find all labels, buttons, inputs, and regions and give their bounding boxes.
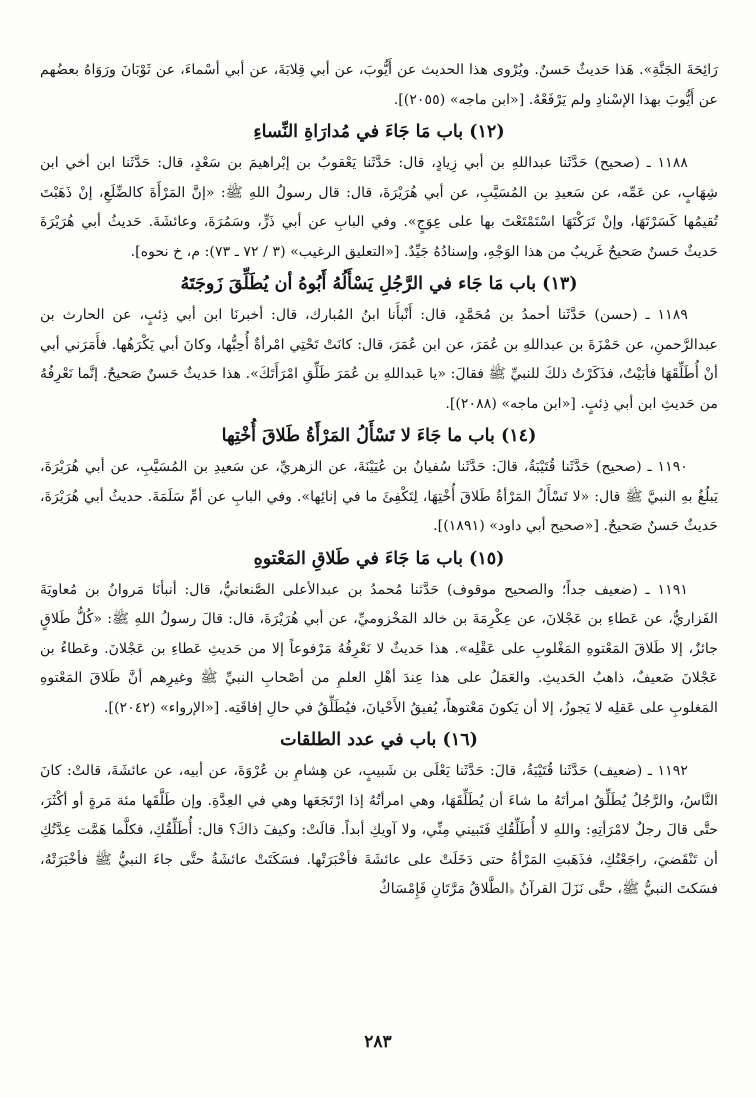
hadith-1189: ١١٨٩ ـ (حسن) حَدَّثَنا أحمدُ بن مُحَمَّدٍ، قال: أَنْبأَنا ابنُ المُبارك، قال: أخبرنَا ابن أبي ذِئبٍ، عن الحارث بن عبدالرَّحمنِ، عن حَمْزَةَ بن عبداللهِ بن عُمَرَ، عن ابن عُمَرَ، قال: كانَتْ تَحْتِي امْرأةٌ أُحِبُّها، وكانَ أبي يَكْرَهُها. فأَمَرَني أبي أنْ أُطَلِّقَهَا فأبَيْتُ، فذَكَرْتُ ذلكَ للنبيِّ ﷺ فقالَ: «يا عَبداللهِ بن عُمَرَ طَلِّقِ امْرَأَتَكَ». هذا حَديثٌ حَسنٌ صَحيحٌ. إنَّما نَعْرِفُهُ من حَديثِ ابن أبي ذِئبٍ. [«ابن ماجه» (٢٠٨٨)].: [40, 307, 718, 412]
hadith-1188: ١١٨٨ ـ (صحيح) حَدَّثَنا عبداللهِ بن أبي زِيادٍ، قال: حَدَّثَنا يَعْقوبُ بن إبْراهيمَ بن سَعْدٍ، قال: حَدَّثَنا ابن أخي ابن شِهَابٍ، عن عَمِّه، عن سَعيدِ بن المُسَيَّبِ، عن أبي هُرَيْرَةَ، قال: قال رسولُ اللهِ ﷺ: «إنَّ المَرْأَةَ كالضِّلَعِ، إنْ ذَهَبْتَ تُقيمُها كَسَرْتَهَا، وإنْ تَرَكْتَهَا اسْتَمْتَعْتَ بها على عِوَجٍ». وفي البابِ عن أبي ذَرٍّ، وسَمُرَةَ، وعائشَةَ. حَديثُ أبي هُرَيْرَةَ حَديثٌ حَسنٌ صَحيحٌ غَريبٌ من هذا الوَجْهِ، وإسنادُهُ جَيِّدٌ. [«التعليق الرغيب» (٣ / ٧٢ ـ ٧٣): م، خ نحوه].: [40, 155, 718, 260]
page-number: ٢٨٣: [364, 1032, 392, 1052]
hadith-1190: ١١٩٠ ـ (صحيح) حَدَّثَنا قُتَيْبَةُ، قالَ: حَدَّثَنا سُفيانُ بن عُيَيْنَةَ، عن الزهريِّ، عن سَعيدِ بن المُسَيَّبِ، عن أبي هُرَيْرَةَ، يَبلُغُ بهِ النبيَّ ﷺ قال: «لا تَسْأَلُ المَرْأةُ طَلاقَ أُخْتِهَا، لِتَكْفِئَ ما في إنائِها». وفي البابِ عن أمِّ سَلَمَةَ. حديثُ أبي هُرَيْرَةَ، حَديثٌ حَسنٌ صَحيحٌ. [«صحيح أبي داود» (١٨٩١)].: [40, 459, 718, 534]
hadith-1191: ١١٩١ ـ (ضعيف جداً؛ والصحيح موقوف) حَدَّثنا مُحمدُ بن عبدالأعلى الصَّنعانيُّ، قال: أنبأنَا مَروانُ بن مُعاويَةَ الفَزاريُّ، عن عَطاءِ بن عَجْلانَ، عن عِكْرِمَةَ بن خالد المَخْزوميِّ، عن أبي هُرَيْرَةَ، قال: قالَ رسولُ اللهِ ﷺ: «كُلُّ طَلاقٍ جائزٌ، إلا طَلاقَ المَعْتوهِ المَغْلوبِ على عَقْلِه». هذا حَديثٌ لا نَعْرِفُهُ مَرْفوعاً إلا من حَديثِ عَطاءِ بن عَجْلانَ. وعَطاءُ بن عَجْلانَ ضَعيفٌ، ذاهبُ الحَديثِ. والعَمَلُ على هذا عِندَ أهْلِ العلمِ من أصْحابِ النبيِّ ﷺ وغيرِهم أنَّ طَلاقَ المَعْتوهِ المَغلوبِ على عَقلِه لا يَجوزُ، إلا أن يَكونَ مَعْتوهاً، يُفيقُ الأَحْيانَ، فيُطَلِّقُ في حالِ إفاقَتِه. [«الإرواء» (٢٠٤٢)].: [40, 581, 718, 716]
chapter-heading-14: (١٤) باب ما جَاءَ لا تَسْأَلُ المَرْأَةُ طَلاقَ أُخْتِها: [221, 426, 537, 446]
chapter-heading-13: (١٣) باب مَا جَاء في الرَّجُلِ يَسْأَلُهُ أَبُوهُ أن يُطَلِّقَ زَوجَتَهُ: [180, 274, 578, 294]
hadith-1192: ١١٩٢ ـ (ضعيف) حَدَّثَنا قُتَيْبَةُ، قالَ: حَدَّثَنا يَعْلَى بن شَبيبٍ، عن هِشامِ بن عُرْوَةَ، عن أبيه، عن عائشَةَ، قالتْ: كانَ النَّاسُ، والرَّجُلُ يُطَلِّقُ امرأتَهُ ما شاءَ أن يُطَلِّقَهَا، وهي امرأتُهُ إذا ارْتَجَعَها وهي في العِدَّةِ. وإن طَلَّقَها مئة مَرةٍ أو أكْثَرَ، حتَّى قالَ رجلٌ لامْرَأتِهِ: واللهِ لا أُطَلِّقُكِ فَتَبيني مِنِّي، ولا آويكِ أبداً. قالَتْ: وكيفَ ذاكَ؟ قال: أُطَلِّقُكِ، فكلَّما هَمَّت عِدَّتُكِ أن تَنْقَضيَ، راجَعْتُكِ، فذَهَبتِ المَرْأةُ حتى دَخَلَتْ على عائشَةَ فأخْبَرَتْها. فسَكَتَتْ عائشَةُ حتَّى جاءَ النبيُّ ﷺ فأخْبَرَتْهُ، فسَكتَ النبيُّ ﷺ، حتَّى نَزَلَ القرآنُ ﴿الطَّلاقُ مَرَّتَانِ فَإِمْسَاكٌ: [40, 763, 718, 897]
chapter-heading-16: (١٦) باب في عدد الطلقات: [280, 730, 478, 750]
chapter-heading-15: (١٥) باب مَا جَاءَ في طَلاقِ المَعْتوهِ: [253, 548, 505, 569]
chapter-heading-12: (١٢) باب مَا جَاءَ في مُدارَاةِ النِّساءِ: [253, 122, 505, 142]
continued-paragraph: رَائِحَةَ الجَنَّةِ». هَذا حَديثٌ حَسنٌ. ويُرْوى هذا الحديث عن أَيُّوبَ، عن أبي قِلابَةَ، عن أبي أسْماءَ، عن ثَوْبَانَ ورَوَاهُ بعضُهم عن أَيُّوبَ بهذا الإسْنادِ ولم يَرْفَعْهُ. [«ابن ماجه» (٢٠٥٥)].: [40, 62, 718, 108]
